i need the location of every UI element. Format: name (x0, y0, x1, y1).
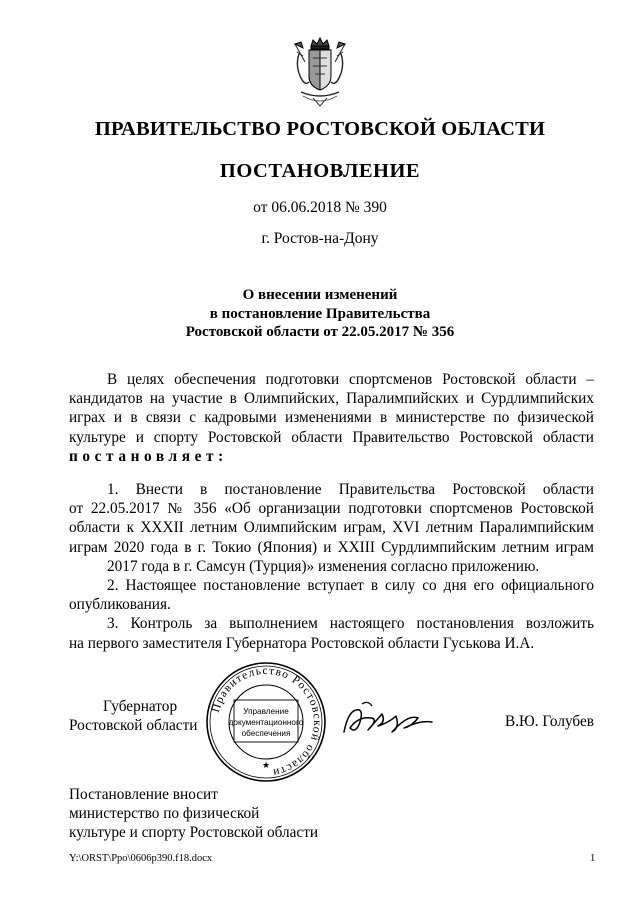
file-path: Y:\ORST\Ppo\0606p390.f18.docx (69, 853, 213, 864)
note-line: Постановление вносит (69, 786, 218, 803)
subject-line: О внесении изменений (242, 287, 398, 303)
seal-center-line: документационного (228, 718, 304, 727)
signature-scribble-icon (338, 692, 438, 744)
governor-title (69, 697, 197, 735)
point-1-line: 2017 года в г. Самсун (Турция)» изменения согласно приложению. (107, 557, 540, 575)
point-3-line: 3. Контроль за выполнением настоящего постановления возложить (107, 615, 594, 633)
point-1-line: 1. Внести в постановление Правительства Ростовской области (107, 481, 594, 498)
point-1-line: играм 2020 года в г. Токио (Япония) и XXIII Сурдлимпийским летним играм (69, 538, 594, 556)
point-3-line: на первого заместителя Губернатора Ростовской области Гуськова И.А. (69, 634, 535, 652)
decree-points (69, 480, 594, 653)
rostov-oblast-coat-of-arms-icon (291, 36, 349, 108)
document-city: г. Ростов-на-Дону (261, 230, 379, 247)
document-subject (0, 286, 640, 342)
government-title: ПРАВИТЕЛЬСТВО РОСТОВСКОЙ ОБЛАСТИ (94, 118, 546, 140)
subject-line: Ростовской области от 22.05.2017 № 356 (185, 324, 455, 340)
resolves-word: постановляет: (69, 447, 228, 465)
coat-of-arms-emblem (291, 36, 349, 108)
seal-stamp-icon (204, 660, 328, 784)
seal-center-line: Управление (243, 707, 289, 716)
preamble-line: культуре и спорту Ростовской области Правительство Ростовской области (69, 428, 594, 446)
note-line: министерство по физической (69, 805, 260, 823)
preamble-line: играх и в связи с кадровыми изменениями в министерстве по физической (69, 409, 594, 427)
document-type-title: ПОСТАНОВЛЕНИЕ (219, 160, 421, 182)
seal-ring-text: Правительство Ростовской области (209, 664, 324, 779)
seal-center-line: обеспечения (241, 729, 291, 738)
point-2-line: 2. Настоящее постановление вступает в силу со дня его официального (107, 577, 594, 595)
governor-title-line: Губернатор (103, 698, 178, 715)
submitted-by-note (69, 785, 318, 843)
official-seal (204, 660, 328, 784)
note-line: культуре и спорту Ростовской области (69, 824, 319, 842)
page-number: 1 (590, 853, 596, 864)
preamble-line: В целях обеспечения подготовки спортсменов Ростовской области – (107, 371, 594, 388)
governor-title-line: Ростовской области (69, 717, 198, 734)
preamble-paragraph (69, 370, 594, 466)
handwritten-signature (338, 692, 438, 744)
point-2-line: опубликования. (69, 596, 171, 614)
document-date-number: от 06.06.2018 № 390 (253, 199, 387, 216)
signer-name: В.Ю. Голубев (505, 713, 595, 730)
preamble-line: кандидатов на участие в Олимпийских, Паралимпийских и Сурдлимпийских (69, 390, 594, 408)
point-1-line: области к XXXII летним Олимпийским играм, XVI летним Паралимпийским (69, 519, 594, 537)
seal-star-icon: ★ (261, 761, 271, 771)
subject-line: в постановление Правительства (209, 305, 431, 322)
point-1-line: от 22.05.2017 № 356 «Об организации подготовки спортсменов Ростовской (69, 500, 594, 518)
